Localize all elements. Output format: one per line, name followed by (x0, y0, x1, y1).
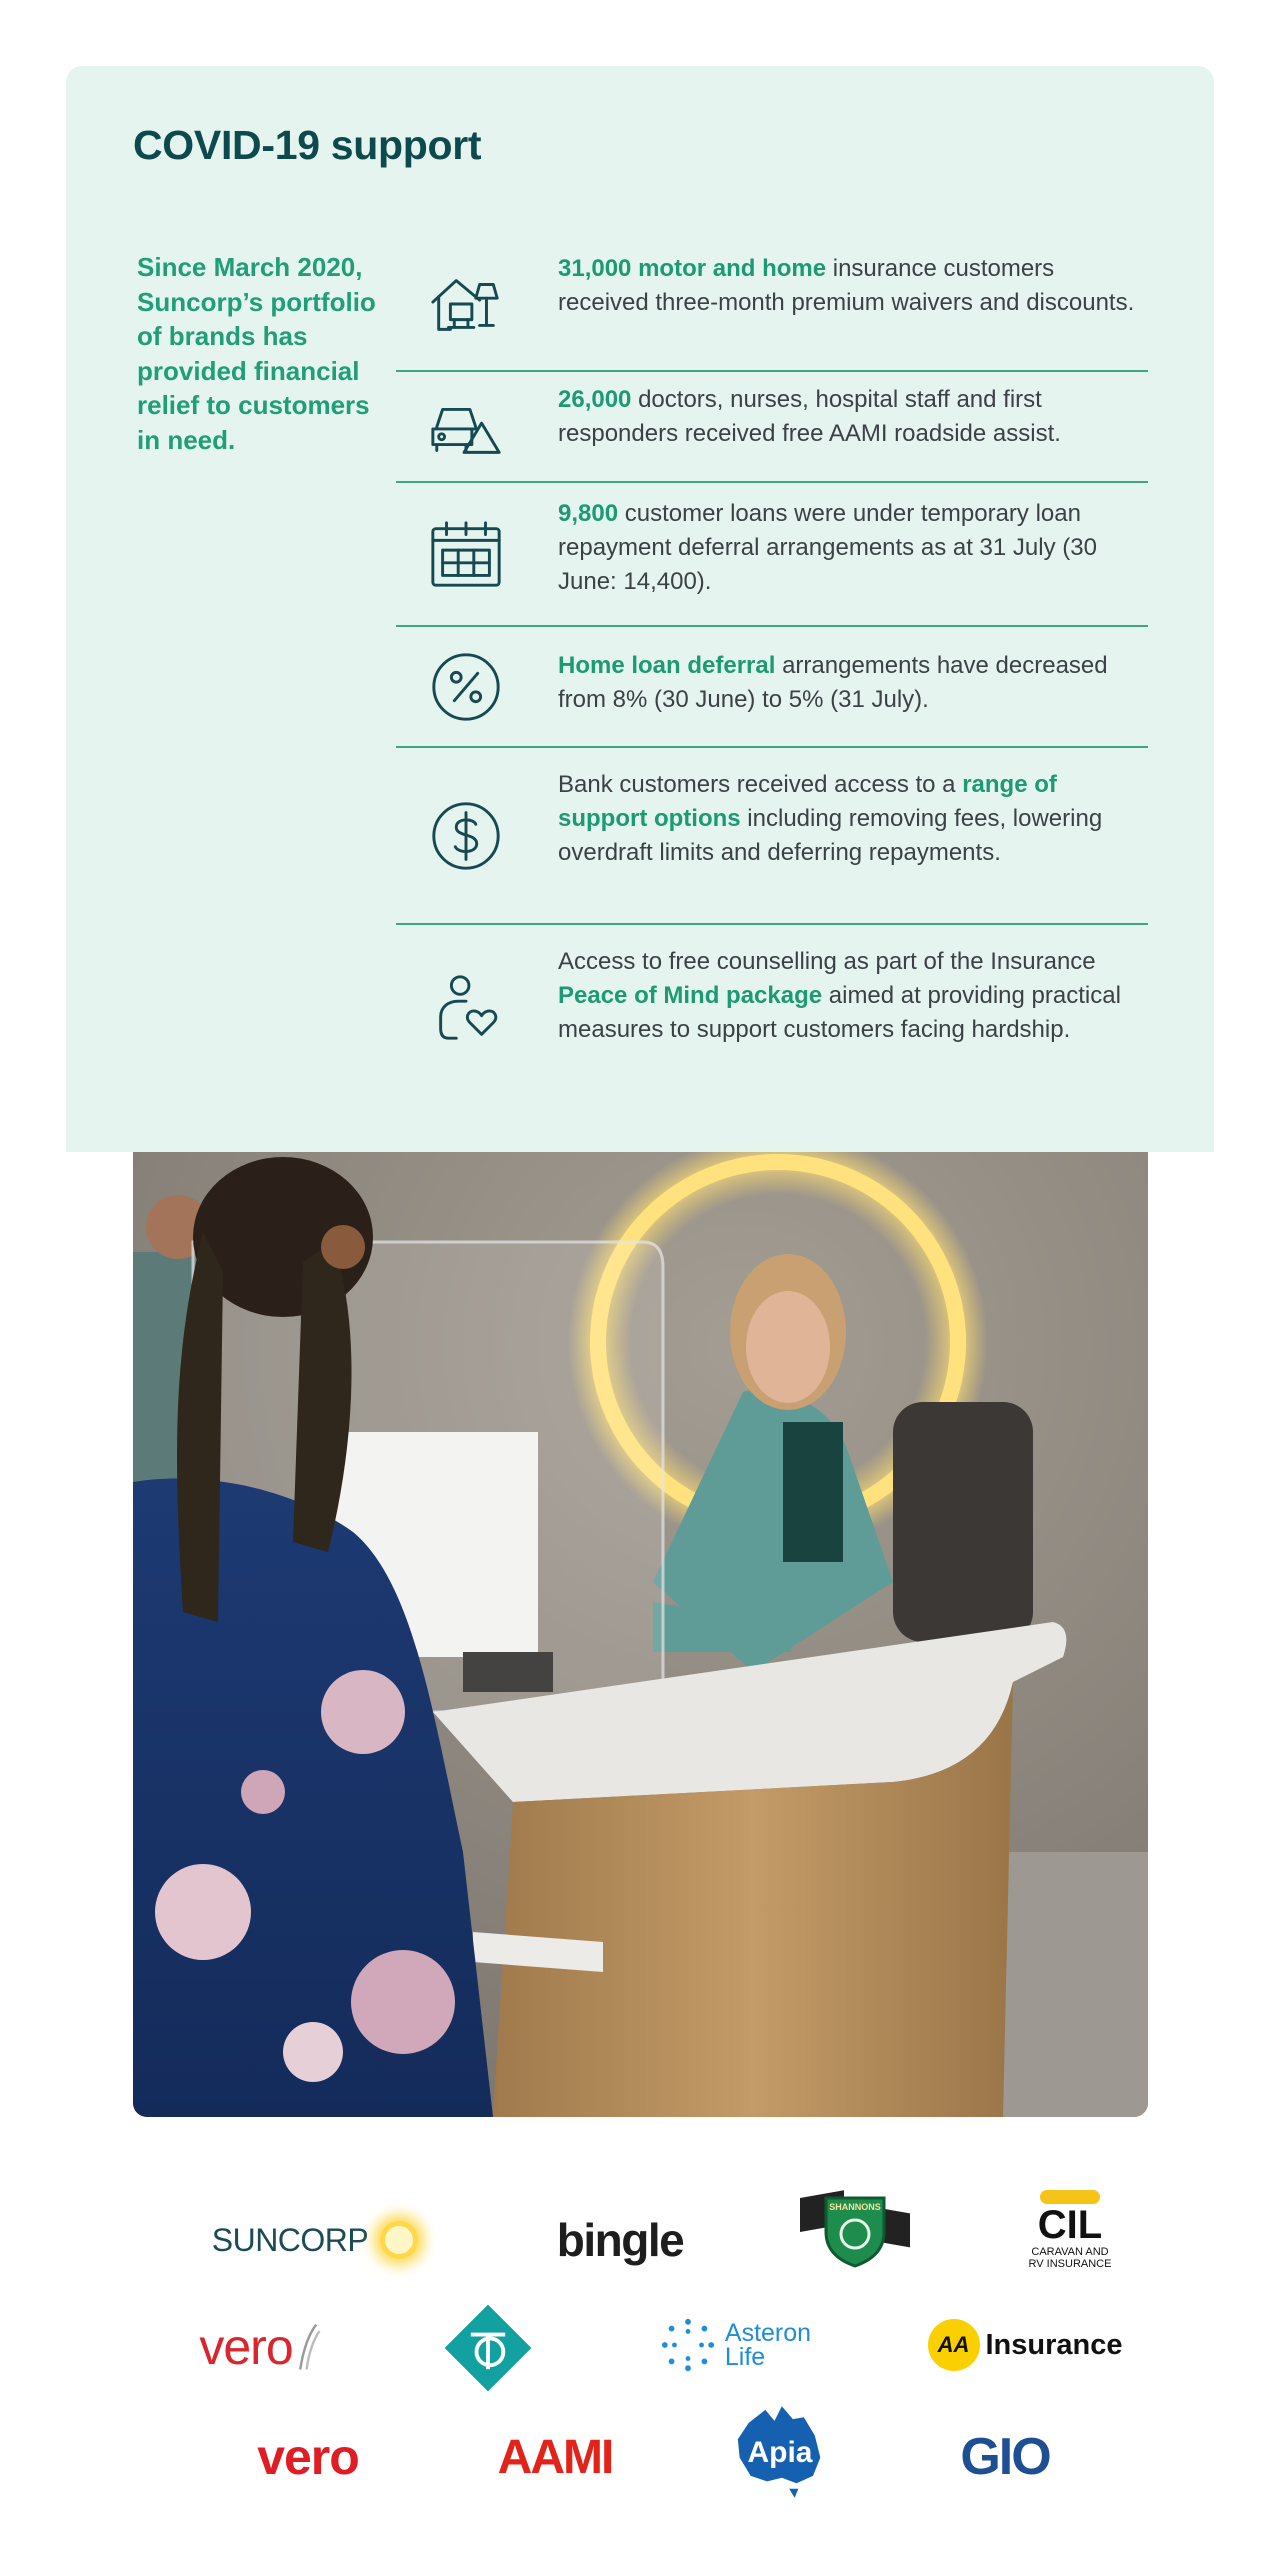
shannons-logo (800, 2190, 910, 2270)
list-item (396, 925, 1148, 1089)
list-item (396, 483, 1148, 627)
item-text: arrangements have decreased from 8% (30 June) to 5% (31 July). (558, 652, 1108, 713)
item-highlight: Home loan deferral (558, 652, 776, 679)
cil-logo: CIL CARAVAN AND RV INSURANCE (1010, 2182, 1130, 2278)
item-highlight: 26,000 (558, 386, 632, 413)
item-highlight: Peace of Mind package (558, 982, 823, 1009)
bingle-logo: bingle (556, 2214, 684, 2266)
wattle-icon (1040, 2190, 1100, 2204)
page-title: COVID-19 support (133, 122, 482, 168)
item-text-pre: Bank customers received access to a (558, 771, 963, 798)
list-item (396, 627, 1148, 748)
vero-nz-logo: vero (180, 2312, 340, 2382)
person-heart-icon (424, 965, 508, 1049)
car-warning-triangle-icon (424, 385, 508, 469)
tyndall-logo (440, 2300, 536, 2396)
item-text: doctors, nurses, hospital staff and first responders received free AAMI roadside assist. (558, 386, 1061, 447)
asteron-life-logo: Asteron Life (645, 2310, 825, 2380)
aa-insurance-logo: AA Insurance (925, 2312, 1125, 2378)
vero-logo: vero (257, 2429, 359, 2485)
aami-logo: AAMI (497, 2430, 613, 2484)
apia-logo: Apia (720, 2398, 840, 2508)
item-highlight: 31,000 motor and home (558, 255, 827, 282)
intro-text: Since March 2020, Suncorp’s portfolio of brands has provided financial relief to customers in need. (137, 252, 376, 455)
list-item (396, 238, 1148, 372)
list-item (396, 748, 1148, 925)
dollar-icon (424, 794, 508, 878)
suncorp-logo: SUNCORP (190, 2210, 440, 2270)
house-furniture-icon (424, 262, 508, 346)
item-highlight: range of support options (558, 771, 1057, 832)
item-text: aimed at providing practical measures to support customers facing hardship. (558, 982, 1121, 1043)
svg-text:SHANNONS: SHANNONS (829, 2202, 881, 2212)
brand-logos (0, 2160, 1280, 2560)
aa-badge: AA (928, 2319, 980, 2371)
item-text: insurance customers received three-month premium waivers and discounts. (558, 255, 1135, 316)
calendar-icon (424, 512, 508, 596)
vero-feather-icon (297, 2321, 321, 2373)
support-list (396, 238, 1148, 1089)
list-item (396, 372, 1148, 483)
sun-icon (380, 2221, 418, 2259)
item-text: including removing fees, lowering overdraft limits and deferring repayments. (558, 805, 1103, 866)
item-highlight: 9,800 (558, 500, 619, 527)
item-text-pre: Access to free counselling as part of the Insurance (558, 948, 1096, 975)
gio-logo: GIO (960, 2428, 1050, 2486)
percent-icon (424, 645, 508, 729)
asteron-star-icon (659, 2316, 717, 2374)
customer-service-photo (133, 1152, 1148, 2117)
item-text: customer loans were under temporary loan repayment deferral arrangements as at 31 July (30 June: 14,400). (558, 500, 1097, 595)
